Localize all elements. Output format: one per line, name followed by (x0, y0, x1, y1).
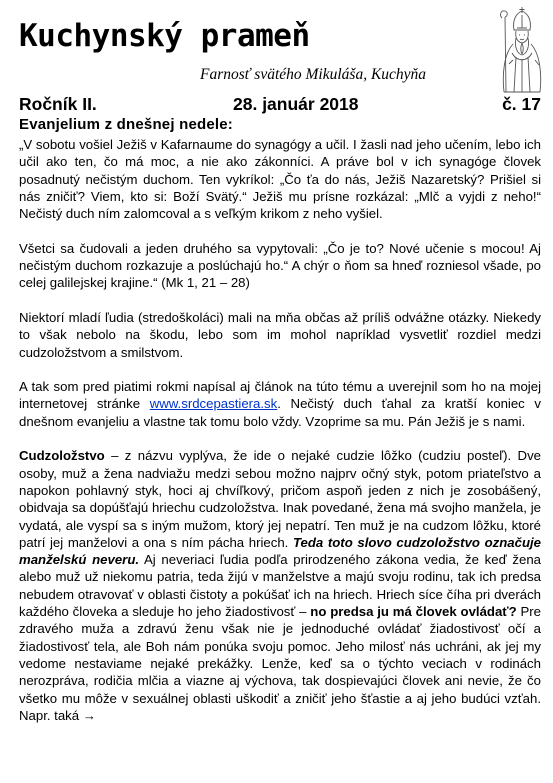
adultery-paragraph (19, 447, 541, 724)
volume-label: Ročník II. (19, 94, 97, 114)
intro-paragraph: Niektorí mladí ľudia (stredoškoláci) mali na mňa občas až príliš odvážne otázky. Niekedy to však nebolo na škodu, lebo som im mohol napríklad vysvetliť rozdiel medzi cudzoložstvom a smilstvom. (19, 309, 541, 360)
article-body (19, 136, 541, 724)
issue-date: 28. január 2018 (233, 94, 359, 114)
saint-nicholas-illustration (495, 4, 550, 94)
section-heading: Evanjelium z dnešnej nedele: (19, 116, 233, 133)
gospel-paragraph-2: Všetci sa čudovali a jeden druhého sa vypytovali: „Čo je to? Nové učenie s mocou! Aj nečistým duchom rozkazuje a poslúchajú ho.“ A chýr o ňom sa hneď rozniesol všade, po celej galilejskej krajine.“ (Mk 1, 21 – 28) (19, 240, 541, 291)
website-link[interactable]: www.srdcepastiera.sk (149, 396, 278, 412)
website-text-after: . Nečistý duch ťahal za kratší koniec v dnešnom evanjeliu a vlastne tak tomu bolo vždy. Vzoprime sa mu. Pán Ježiš je s nami. (19, 396, 541, 429)
adultery-text-c: Pre zdravého muža a zdravú ženu však nie je jednoduché ovládať žiadostivosť očí a žiadostivosť tela, ale Boh nám ponúka svoju pomoc. Jeho milosť nás uchráni, ak jej my vedome nestaviame nejaké prekážky. Lenže, keď sa o týchto veciach v rodinách nerozpráva, rodičia mlčia a viazne aj výchova, tak dospievajúci človek ani nevie, že čo všetko mu môže v sexuálnej oblasti uškodiť a zničiť jeho šťastie a aj jeho budúci vzťah. Napr. taká → (19, 604, 542, 723)
parish-subtitle: Farnosť svätého Mikuláša, Kuchyňa (200, 66, 427, 83)
newsletter-title: Kuchynský prameň (19, 18, 310, 54)
adultery-text-a: – z názvu vyplýva, že ide o nejaké cudzie lôžko (cudziu posteľ). Dve osoby, muž a žena nadviažu medzi sebou možno najprv očný styk, potom priateľstvo a napokon pohlavný styk, hoci aj chvíľkový, pričom aspoň jeden z nich je zosobášený, obidvaja sa dopúšťajú hriechu cudzoložstva. Inak povedané, žena má svojho manžela, je vydatá, ale vyspí sa s iným mužom, ktorý jej nepatrí. Ten muž je na cudzom lôžku, ktoré patrí jej manželovi a ona s ním pácha hriech. (19, 448, 541, 550)
issue-number: č. 17 (502, 94, 541, 114)
gospel-paragraph-1: „V sobotu vošiel Ježiš v Kafarnaume do synagógy a učil. I žasli nad jeho učením, lebo ich učil ako ten, čo má moc, a nie ako zákonníci. A práve bol v ich synagóge človek posadnutý nečistým duchom. Ten vykríkol: „Čo ťa do nás, Ježiš Nazaretský? Prišiel si nás zničiť? Viem, kto si: Boží Svätý.“ Ježiš mu prísne rozkázal: „Mlč a vyjdi z neho!“ Nečistý duch ním zalomcoval a s veľkým krikom z neho vyšiel. (19, 137, 541, 222)
adultery-term: Cudzoložstvo (19, 448, 105, 464)
issue-info-bar (19, 94, 541, 116)
adultery-text-b: Aj neveriaci ľudia podľa prirodzeného zákona vedia, že keď žena alebo muž už niekomu patria, teda žijú v manželstve a majú svoju rodinu, tak ich predsa nebudem otravovať v oblasti čistoty a pokúšať ich na hriech. Hriech síce číha pri dverách každého človeka a sleduje ho jeho žiadostivosť – (19, 552, 541, 620)
adultery-emphasis: Teda toto slovo cudzoložstvo označuje manželskú neveru. (19, 534, 542, 568)
adultery-bold-question: no predsa ju má človek ovládať? (310, 604, 517, 620)
website-text-before: A tak som pred piatimi rokmi napísal aj článok na túto tému a uverejnil som ho na mojej internetovej stránke (19, 379, 541, 412)
website-paragraph (19, 378, 541, 430)
